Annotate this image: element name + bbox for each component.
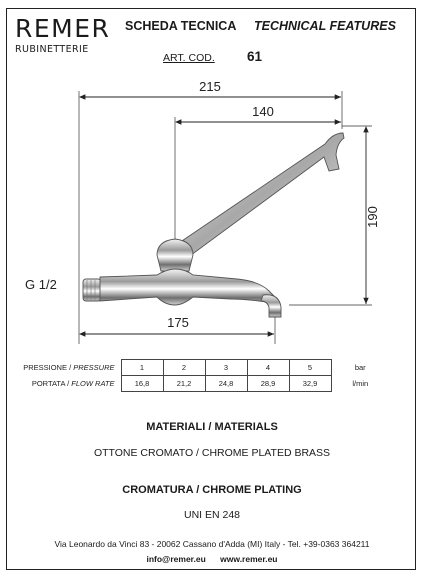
- pressure-cell: 1: [121, 360, 163, 376]
- flow-rate-cell: 16,8: [121, 376, 163, 392]
- dimension-body-length: [80, 314, 275, 344]
- valve-head: [157, 239, 193, 271]
- pressure-row-label: PRESSIONE / PRESSURE: [23, 363, 115, 372]
- plating-value: UNI EN 248: [183, 509, 241, 521]
- dimension-lever-width: [175, 104, 341, 241]
- footer-website-link[interactable]: www.remer.eu: [220, 554, 278, 564]
- plating-title: CROMATURA / CHROME PLATING: [122, 484, 302, 496]
- materials-value: OTTONE CROMATO / CHROME PLATED BRASS: [93, 447, 331, 459]
- pressure-cell: 4: [247, 360, 289, 376]
- dimension-label-175: 175: [167, 315, 189, 330]
- faucet-illustration: [83, 133, 344, 317]
- connection-label: G 1/2: [25, 277, 57, 292]
- footer-address: Via Leonardo da Vinci 83 - 20062 Cassano d'Adda (MI) Italy - Tel. +39-0363 364211: [54, 539, 370, 549]
- pressure-row: [17, 360, 379, 376]
- dimension-label-140: 140: [252, 104, 274, 119]
- spout-tip: [261, 295, 281, 317]
- flow-rate-row: [17, 376, 379, 392]
- brand-name: REMER: [15, 14, 111, 43]
- dimension-label-190: 190: [365, 206, 380, 228]
- dimension-label-215: 215: [199, 79, 221, 94]
- flow-rate-cell: 24,8: [205, 376, 247, 392]
- flow-rate-cell: 32,9: [289, 376, 331, 392]
- technical-sheet: [6, 8, 416, 570]
- materials-title: MATERIALI / MATERIALS: [146, 421, 278, 433]
- dimension-total-width: [79, 79, 342, 344]
- lever-handle: [173, 133, 344, 261]
- flow-rate-row-label: PORTATA / FLOW RATE: [31, 379, 115, 388]
- faucet-drawing: [7, 9, 417, 359]
- article-code-label: ART. COD.: [163, 52, 215, 64]
- sheet-label: SCHEDA TECNICA: [125, 19, 237, 33]
- faucet-body: [100, 269, 277, 305]
- brand-subtitle: RUBINETTERIE: [15, 44, 89, 55]
- flow-rate-unit: l/min: [352, 379, 369, 388]
- flow-rate-table: [17, 359, 379, 392]
- pressure-cell: 2: [163, 360, 205, 376]
- thread-connection: [83, 279, 101, 301]
- pressure-cell: 5: [289, 360, 331, 376]
- footer-email-link[interactable]: info@remer.eu: [146, 554, 206, 564]
- pressure-cell: 3: [205, 360, 247, 376]
- technical-features-label: TECHNICAL FEATURES: [254, 19, 396, 33]
- flow-rate-cell: 28,9: [247, 376, 289, 392]
- flow-rate-cell: 21,2: [163, 376, 205, 392]
- pressure-unit: bar: [354, 363, 366, 372]
- article-code: 61: [247, 49, 263, 64]
- footer-contacts: [7, 554, 417, 564]
